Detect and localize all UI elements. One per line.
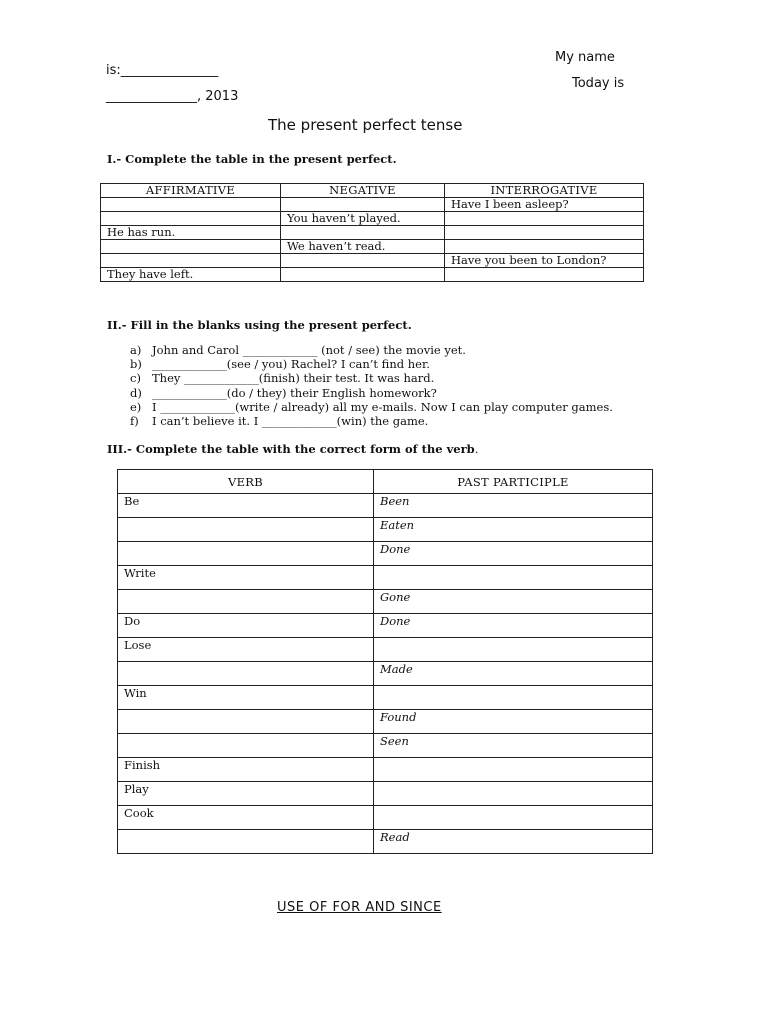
column-header-interrogative: INTERROGATIVE: [445, 184, 644, 198]
item-text[interactable]: They _____________(finish) their test. It was hard.: [152, 371, 435, 386]
table-cell: You haven’t played.: [281, 212, 445, 226]
table-row: [118, 782, 653, 806]
section3-heading: III.- Complete the table with the correct form of the verb.: [107, 442, 479, 456]
past-participle-cell: Eaten: [374, 518, 653, 542]
table-cell[interactable]: [281, 226, 445, 240]
past-participle-cell: Read: [374, 830, 653, 854]
verb-cell: Finish: [118, 758, 374, 782]
list-item: [130, 386, 613, 400]
verb-cell: Cook: [118, 806, 374, 830]
column-header-negative: NEGATIVE: [281, 184, 445, 198]
verb-cell[interactable]: [118, 518, 374, 542]
my-name-label: My name: [555, 50, 615, 65]
table-row: [101, 198, 644, 212]
table-cell: Have you been to London?: [445, 254, 644, 268]
table-row: [101, 268, 644, 282]
past-participle-cell: Made: [374, 662, 653, 686]
item-text[interactable]: I can’t believe it. I _____________(win) the game.: [152, 414, 429, 429]
verb-cell: Write: [118, 566, 374, 590]
verb-cell: Lose: [118, 638, 374, 662]
page-title: The present perfect tense: [268, 116, 463, 134]
past-participle-cell: Found: [374, 710, 653, 734]
today-is-label: Today is: [572, 76, 625, 91]
past-participle-cell[interactable]: [374, 806, 653, 830]
item-text[interactable]: I _____________(write / already) all my e-mails. Now I can play computer games.: [152, 399, 613, 414]
past-participle-cell: Been: [374, 494, 653, 518]
table-cell: They have left.: [101, 268, 281, 282]
item-label: e): [130, 399, 142, 414]
item-label: b): [130, 357, 142, 372]
verb-cell: Win: [118, 686, 374, 710]
item-text[interactable]: _____________(see / you) Rachel? I can’t find her.: [152, 357, 430, 372]
table-row: [118, 830, 653, 854]
table-cell[interactable]: [445, 212, 644, 226]
item-label: f): [130, 414, 139, 429]
verb-cell: Do: [118, 614, 374, 638]
for-since-heading: USE OF FOR AND SINCE: [277, 900, 442, 915]
item-text[interactable]: John and Carol _____________ (not / see) the movie yet.: [152, 343, 466, 357]
table-row: [118, 590, 653, 614]
past-participle-cell[interactable]: [374, 782, 653, 806]
table-cell: Have I been asleep?: [445, 198, 644, 212]
table-row: [101, 254, 644, 268]
table-row: [118, 758, 653, 782]
verb-cell: Be: [118, 494, 374, 518]
table-cell[interactable]: [101, 212, 281, 226]
table-row: [118, 806, 653, 830]
past-participle-cell: Gone: [374, 590, 653, 614]
list-item: [130, 343, 613, 357]
past-participle-cell[interactable]: [374, 638, 653, 662]
list-item: [130, 357, 613, 371]
item-label: a): [130, 343, 142, 357]
table-row: [118, 614, 653, 638]
verb-cell: Play: [118, 782, 374, 806]
section2-heading: II.- Fill in the blanks using the present perfect.: [107, 318, 412, 332]
list-item: [130, 371, 613, 385]
table-header-row: [118, 470, 653, 494]
past-participle-cell[interactable]: [374, 686, 653, 710]
past-participle-cell[interactable]: [374, 566, 653, 590]
item-label: c): [130, 371, 141, 386]
column-header-past-participle: PAST PARTICIPLE: [374, 470, 653, 494]
table-row: [118, 734, 653, 758]
table-cell[interactable]: [101, 198, 281, 212]
table-row: [118, 710, 653, 734]
past-participle-cell: Done: [374, 542, 653, 566]
verb-cell[interactable]: [118, 662, 374, 686]
name-field-line[interactable]: is:_______________: [106, 63, 219, 78]
past-participle-cell: Done: [374, 614, 653, 638]
section1-heading: I.- Complete the table in the present perfect.: [107, 152, 397, 166]
verb-cell[interactable]: [118, 590, 374, 614]
verb-cell[interactable]: [118, 710, 374, 734]
table-header-row: [101, 184, 644, 198]
column-header-verb: VERB: [118, 470, 374, 494]
date-field-line[interactable]: ______________, 2013: [106, 89, 239, 104]
table-cell[interactable]: [281, 198, 445, 212]
verb-table: [117, 469, 653, 854]
past-participle-cell: Seen: [374, 734, 653, 758]
present-perfect-table: [100, 183, 644, 282]
list-item: [130, 400, 613, 414]
table-row: [101, 226, 644, 240]
column-header-affirmative: AFFIRMATIVE: [101, 184, 281, 198]
table-cell[interactable]: [445, 240, 644, 254]
table-cell: We haven’t read.: [281, 240, 445, 254]
table-row: [101, 212, 644, 226]
table-cell: He has run.: [101, 226, 281, 240]
table-cell[interactable]: [281, 254, 445, 268]
table-row: [118, 638, 653, 662]
table-row: [118, 542, 653, 566]
past-participle-cell[interactable]: [374, 758, 653, 782]
table-cell[interactable]: [445, 226, 644, 240]
table-row: [118, 518, 653, 542]
table-cell[interactable]: [101, 240, 281, 254]
verb-cell[interactable]: [118, 830, 374, 854]
table-cell[interactable]: [281, 268, 445, 282]
verb-cell[interactable]: [118, 542, 374, 566]
verb-cell[interactable]: [118, 734, 374, 758]
table-cell[interactable]: [101, 254, 281, 268]
table-row: [118, 566, 653, 590]
list-item: [130, 414, 613, 428]
table-row: [118, 662, 653, 686]
exercise-list: [130, 343, 613, 428]
table-row: [118, 686, 653, 710]
item-text[interactable]: _____________(do / they) their English homework?: [152, 385, 437, 400]
table-cell[interactable]: [445, 268, 644, 282]
table-row: [118, 494, 653, 518]
item-label: d): [130, 385, 142, 400]
table-row: [101, 240, 644, 254]
